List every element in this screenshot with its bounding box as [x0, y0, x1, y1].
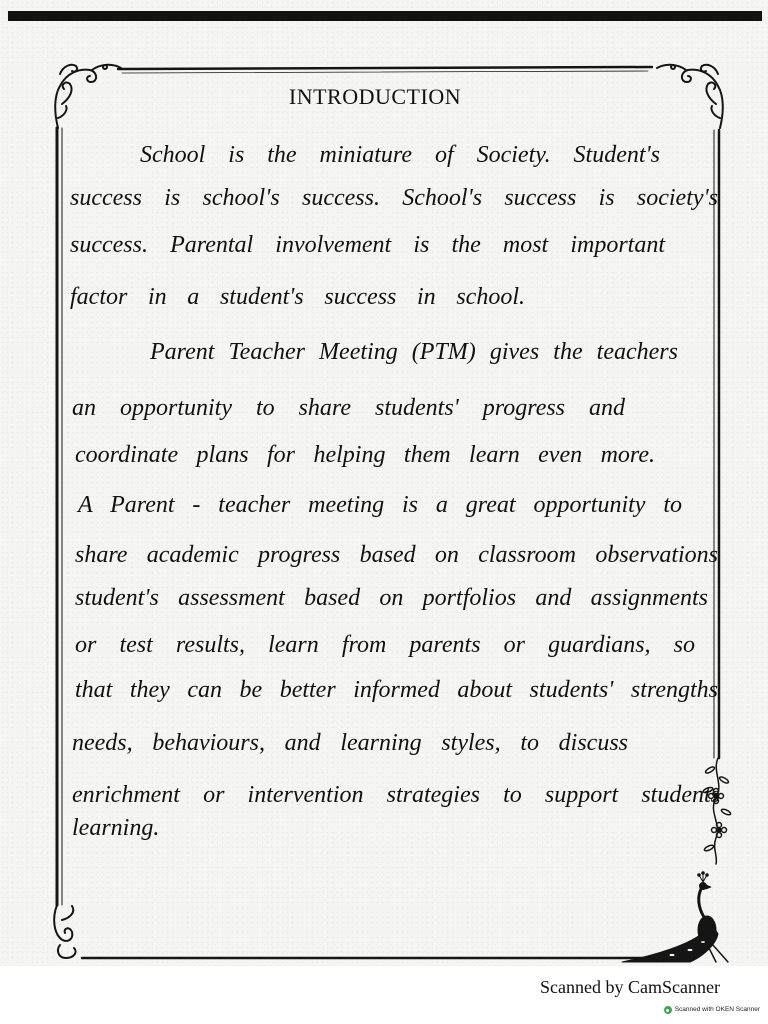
- peacock-illustration: [622, 872, 728, 962]
- text-line: or test results, learn from parents or guardians, so: [75, 632, 695, 658]
- text-line: an opportunity to share students' progress and: [72, 395, 625, 421]
- scanner-watermark: Scanned by CamScanner: [540, 977, 720, 997]
- text-line: that they can be better informed about students' strengths: [75, 677, 718, 703]
- top-left-corner-ornament: [55, 65, 121, 128]
- border-top-line: [118, 67, 652, 69]
- text-line: success is school's success. School's success is society's: [70, 185, 718, 211]
- text-line: A Parent - teacher meeting is a great opportunity to: [78, 492, 682, 518]
- oken-scanner-logo-icon: [664, 1006, 672, 1014]
- text-line: coordinate plans for helping them learn even more.: [75, 442, 655, 468]
- text-line: Parent Teacher Meeting (PTM) gives the teachers: [150, 339, 678, 365]
- text-line: success. Parental involvement is the most important: [70, 232, 665, 258]
- top-right-corner-ornament: [657, 65, 723, 128]
- scanner-badge: [664, 1006, 760, 1014]
- bottom-left-corner-ornament: [54, 905, 75, 958]
- scanner-badge-text: Scanned with OKEN Scanner: [674, 1006, 760, 1013]
- page-title: INTRODUCTION: [288, 84, 462, 109]
- text-line: enrichment or intervention strategies to support students: [72, 782, 720, 808]
- text-line: School is the miniature of Society. Student's: [140, 142, 660, 168]
- text-line: share academic progress based on classroom observations: [75, 542, 718, 568]
- text-line: learning.: [72, 815, 160, 841]
- flower-icon: [712, 823, 727, 838]
- text-line: student's assessment based on portfolios and assignments: [75, 585, 708, 611]
- text-line: needs, behaviours, and learning styles, to discuss: [72, 730, 628, 756]
- floral-vine-ornament: [703, 758, 732, 864]
- text-line: factor in a student's success in school.: [70, 284, 525, 310]
- border-top-inner-line: [122, 71, 648, 73]
